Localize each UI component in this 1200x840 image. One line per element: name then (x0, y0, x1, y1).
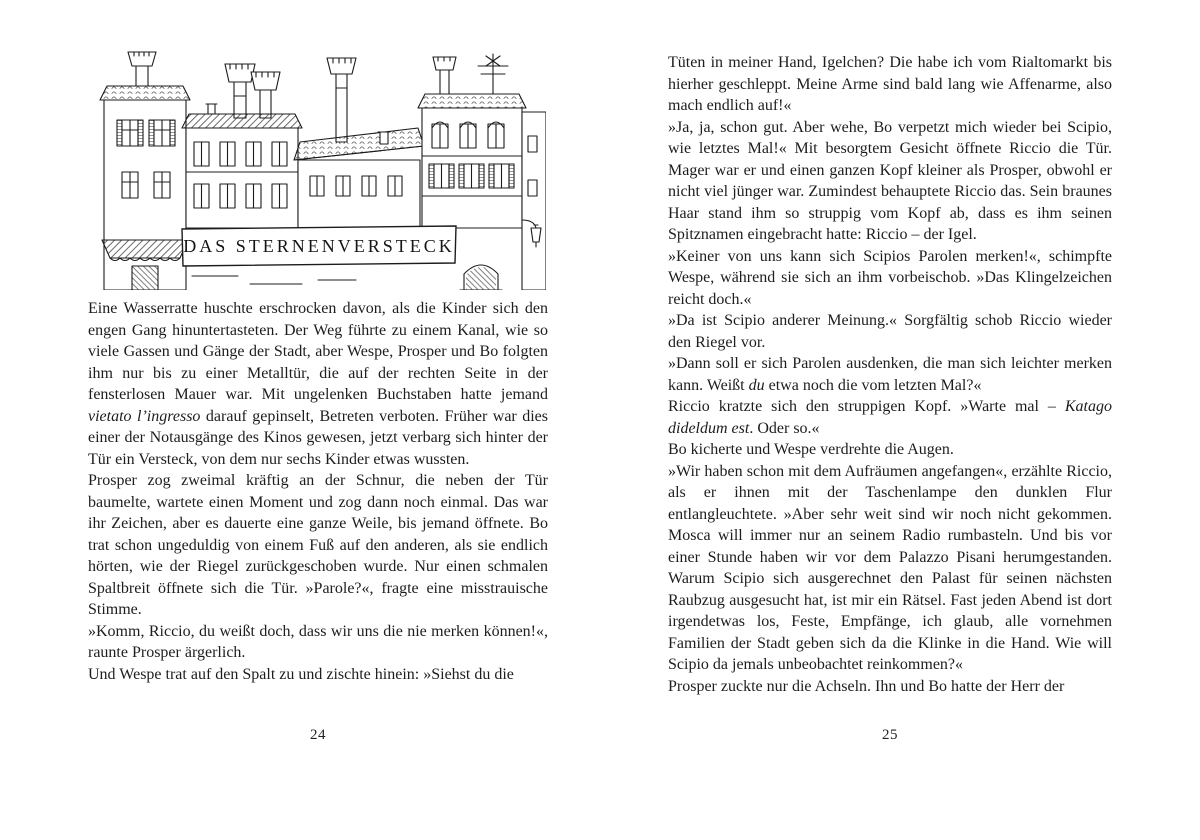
left-page (88, 44, 548, 685)
right-page (668, 52, 1112, 697)
paragraph: »Wir haben schon mit dem Aufräumen angefangen«, erzählte Riccio, als er ihnen mit der Taschenlampe den dunklen Flur entlangleuchtete. »Aber sehr weit sind wir noch nicht gekommen. Mosca will immer nur an seinem Radio rumbasteln. Und bis vor einer Stunde haben wir vor dem Palazzo Pisani herumgestanden. Warum Scipio sich ausgerechnet den Palast für seinen nächsten Raubzug ausgesucht hat, ist mir ein Rätsel. Fast jeden Abend ist dort irgendetwas los, Feste, Empfänge, ich glaub, alle vornehmen Familien der Stadt geben sich da die Klinke in die Hand. Wie will Scipio da jemals unbeobachtet reinkommen?« (668, 462, 1112, 673)
paragraph: »Da ist Scipio anderer Meinung.« Sorgfältig schob Riccio wieder den Riegel vor. (668, 312, 1112, 351)
paragraph: Eine Wasserratte huschte erschrocken davon, als die Kinder sich den engen Gang hinuntertasteten. Der Weg führte zu einem Kanal, wie so viele Gassen und Gänge der Stadt, aber Wespe, Prosper und Bo folgten ihm nur bis zu einer Metalltür, die auf der rechten Seite in der fensterlosen Mauer war. Mit ungelenken Buchstaben hatte jemand vietato l’ingresso darauf gepinselt, Betreten verboten. Früher war dies einer der Notausgänge des Kinos gewesen, jetzt verbarg sich hinter der Tür ein Versteck, von dem nur sechs Kinder etwas wussten. (88, 300, 548, 468)
paragraph: »Dann soll er sich Parolen ausdenken, die man sich leichter merken kann. Weißt du etwa noch die vom letzten Mal?« (668, 355, 1112, 394)
paragraph: Und Wespe trat auf den Spalt zu und zischte hinein: »Siehst du die (88, 665, 514, 683)
left-page-text (88, 298, 548, 685)
venetian-rooftops-drawing (88, 44, 546, 290)
title-banner (182, 226, 456, 266)
paragraph: Bo kicherte und Wespe verdrehte die Augen. (668, 441, 954, 458)
paragraph: Tüten in meiner Hand, Igelchen? Die habe ich vom Rialtomarkt bis hierher geschleppt. Meine Arme sind bald lang wie Affenarme, also mach endlich auf!« (668, 54, 1112, 114)
paragraph: »Keiner von uns kann sich Scipios Parolen merken!«, schimpfte Wespe, während sie sich an ihm vorbeischob. »Das Klingelzeichen reicht doch.« (668, 247, 1112, 308)
chapter-title: DAS STERNENVERSTECK (183, 236, 455, 256)
right-page-number: 25 (882, 727, 898, 743)
left-page-number: 24 (310, 727, 326, 743)
paragraph: »Komm, Riccio, du weißt doch, dass wir uns die nie merken können!«, raunte Prosper ärgerlich. (88, 622, 548, 661)
chapter-illustration (88, 44, 546, 290)
paragraph: Riccio kratzte sich den struppigen Kopf. »Warte mal – Katago dideldum est. Oder so.« (668, 398, 1112, 437)
paragraph: Prosper zog zweimal kräftig an der Schnur, die neben der Tür baumelte, wartete einen Moment und zog dann noch einmal. Das war ihr Zeichen, aber es dauerte eine ganze Weile, bis jemand öffnete. Bo trat schon ungeduldig von einem Fuß auf den anderen, als sie endlich hörten, wie der Riegel zurückgeschoben wurde. Nur einen schmalen Spaltbreit öffnete sich die Tür. »Parole?«, fragte eine misstrauische Stimme. (88, 472, 548, 618)
right-page-text (668, 52, 1112, 697)
paragraph: Prosper zuckte nur die Achseln. Ihn und Bo hatte der Herr der (668, 677, 1065, 695)
paragraph: »Ja, ja, schon gut. Aber wehe, Bo verpetzt mich wieder bei Scipio, wie letztes Mal!« Mit besorgtem Gesicht öffnete Riccio die Tür. Mager war er und einen ganzen Kopf kleiner als Prosper, obwohl er nicht viel jünger war. Zumindest behauptete Riccio das. Sein braunes Haar stand ihm so struppig vom Kopf ab, dass es ihm seinen Spitznamen eingebracht hatte: Riccio – der Igel. (668, 118, 1112, 243)
